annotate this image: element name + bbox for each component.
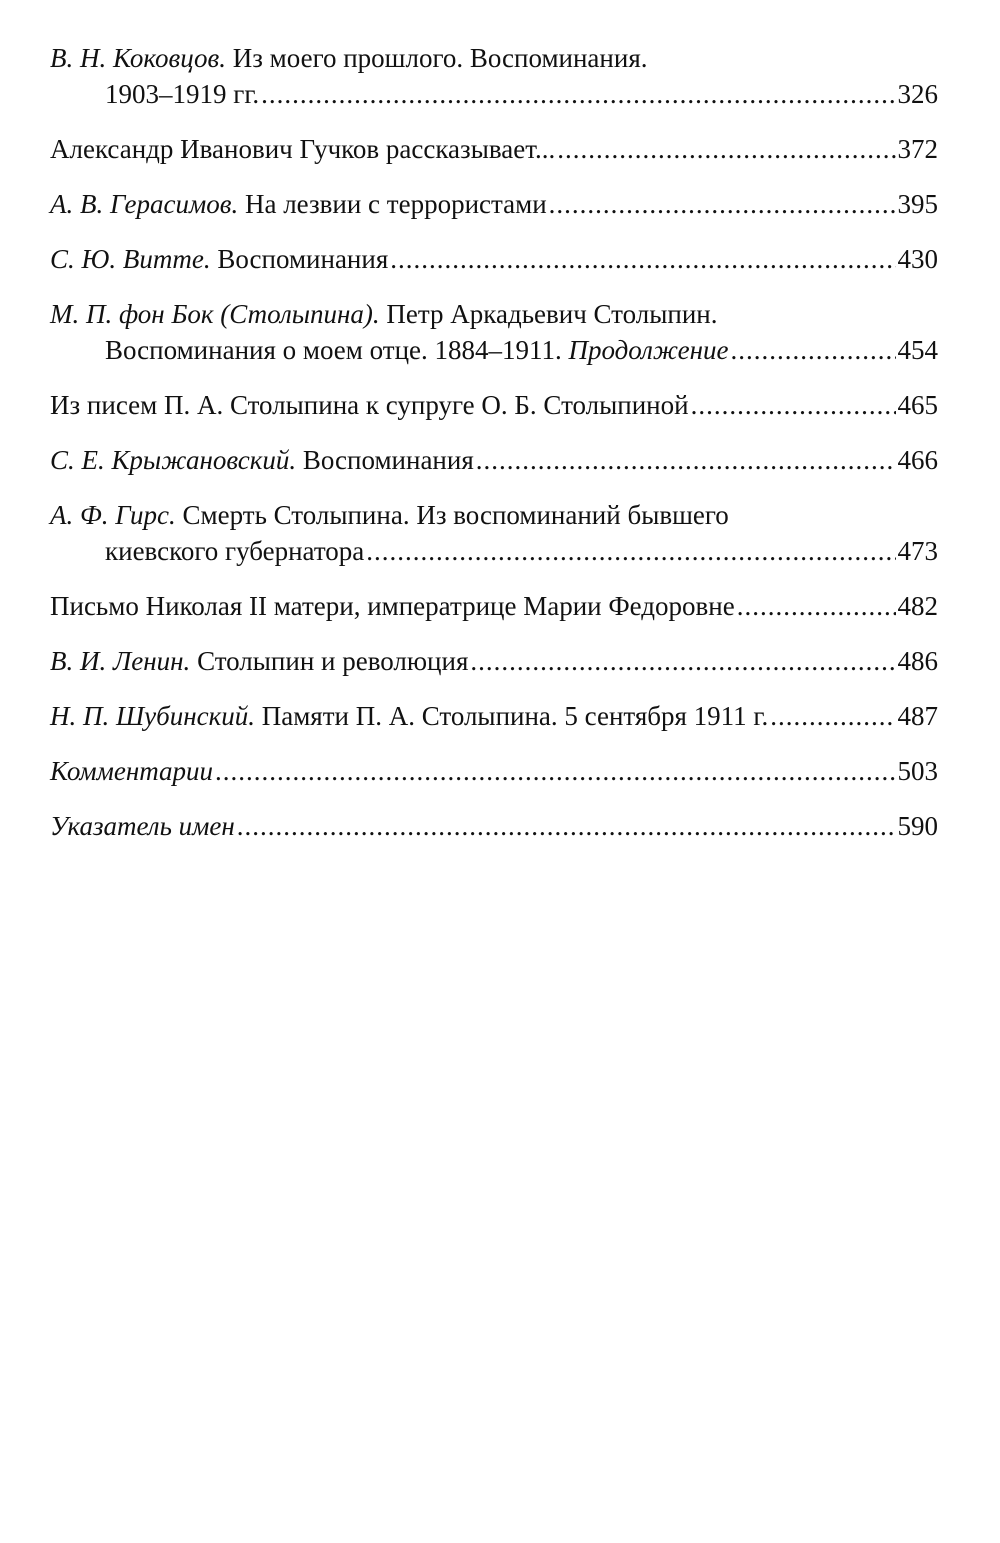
- toc-entry-page-number: 486: [897, 646, 938, 676]
- toc-entry-line: [50, 442, 938, 478]
- toc-entry-page-number: 503: [897, 756, 938, 786]
- toc-entry-text: [50, 643, 468, 679]
- toc-entry-author: В. Н. Коковцов.: [50, 43, 227, 73]
- toc-entry-text: [50, 186, 547, 222]
- toc-entry-title: Памяти П. А. Столыпина. 5 сентября 1911 г.: [261, 701, 769, 731]
- toc-entry-page-number: 454: [897, 335, 938, 365]
- toc-entry[interactable]: [50, 643, 938, 679]
- toc-entry-page-number: 487: [897, 701, 938, 731]
- toc-entry-line: [50, 241, 938, 277]
- toc-entry[interactable]: [50, 753, 938, 789]
- dot-leader: [770, 698, 895, 734]
- toc-entry-first-line: [50, 497, 938, 533]
- toc-entry-page-number: 465: [897, 390, 938, 420]
- toc-entry-page-number: 473: [897, 536, 938, 566]
- dot-leader: [691, 387, 896, 423]
- toc-entry-last-line: [50, 533, 938, 569]
- toc-entry-title-continued: 1903–1919 гг.: [105, 79, 260, 109]
- toc-entry[interactable]: [50, 40, 938, 112]
- toc-entry-text: [50, 808, 235, 844]
- toc-entry[interactable]: [50, 442, 938, 478]
- toc-entry-line: [50, 186, 938, 222]
- toc-entry-last-line: [50, 76, 938, 112]
- toc-entry[interactable]: [50, 296, 938, 368]
- toc-entry-title: Из моего прошлого. Воспоминания.: [232, 43, 648, 73]
- toc-entry-title: Смерть Столыпина. Из воспоминаний бывшего: [182, 500, 729, 530]
- toc-entry-page-number: 466: [897, 445, 938, 475]
- toc-entry-title: Столыпин и революция: [197, 646, 469, 676]
- toc-entry-line: [50, 387, 938, 423]
- dot-leader: [390, 241, 895, 277]
- dot-leader: [737, 588, 896, 624]
- dot-leader: [557, 131, 895, 167]
- toc-entry-author: С. Ю. Витте.: [50, 244, 211, 274]
- toc-entry-author: М. П. фон Бок (Столыпина).: [50, 299, 380, 329]
- toc-entry-author: А. В. Герасимов.: [50, 189, 239, 219]
- toc-entry-title: На лезвии с террористами: [244, 189, 547, 219]
- toc-entry-page-number: 482: [897, 591, 938, 621]
- toc-entry-line: [50, 588, 938, 624]
- toc-entry[interactable]: [50, 241, 938, 277]
- toc-entry-text: [50, 753, 213, 789]
- dot-leader: [470, 643, 895, 679]
- toc-entry-title: Воспоминания: [302, 445, 474, 475]
- toc-entry-page-number: 430: [897, 244, 938, 274]
- toc-entry-line: [50, 698, 938, 734]
- toc-entry-text: [50, 241, 388, 277]
- toc-entry-title: Указатель имен: [50, 811, 235, 841]
- toc-entry[interactable]: [50, 588, 938, 624]
- toc-entry-author: А. Ф. Гирс.: [50, 500, 176, 530]
- toc-entry-author: С. Е. Крыжановский.: [50, 445, 297, 475]
- toc-entry-text: Александр Иванович Гучков рассказывает...: [50, 134, 556, 164]
- toc-entry-line: [50, 753, 938, 789]
- toc-entry-first-line: [50, 296, 938, 332]
- toc-entry-title: Петр Аркадьевич Столыпин.: [386, 299, 718, 329]
- toc-entry[interactable]: [50, 698, 938, 734]
- dot-leader: [261, 76, 895, 112]
- toc-entry-page-number: 395: [897, 189, 938, 219]
- toc-entry-last-line: [50, 332, 938, 368]
- toc-entry-line: [50, 131, 938, 167]
- toc-entry-text: [50, 698, 768, 734]
- toc-entry-author: Н. П. Шубинский.: [50, 701, 255, 731]
- dot-leader: [476, 442, 896, 478]
- toc-entry[interactable]: [50, 497, 938, 569]
- toc-entry-line: [50, 643, 938, 679]
- table-of-contents: [50, 40, 938, 863]
- toc-entry-title-continued: киевского губернатора: [105, 536, 365, 566]
- toc-entry-text: [50, 442, 474, 478]
- toc-entry-author: В. И. Ленин.: [50, 646, 191, 676]
- dot-leader: [237, 808, 896, 844]
- toc-entry-text: Письмо Николая II матери, императрице Марии Федоровне: [50, 591, 735, 621]
- dot-leader: [215, 753, 895, 789]
- toc-entry-title: Комментарии: [50, 756, 214, 786]
- dot-leader: [731, 332, 896, 368]
- toc-entry-line: [50, 808, 938, 844]
- dot-leader: [549, 186, 896, 222]
- toc-entry-page-number: 590: [897, 811, 938, 841]
- toc-entry-page-number: 326: [897, 79, 938, 109]
- toc-entry-first-line: [50, 40, 938, 76]
- toc-entry-text: Из писем П. А. Столыпина к супруге О. Б. Столыпиной: [50, 390, 689, 420]
- toc-entry-title-continued: Воспоминания о моем отце. 1884–1911. Продолжение: [105, 335, 729, 365]
- toc-entry[interactable]: [50, 808, 938, 844]
- dot-leader: [366, 533, 895, 569]
- toc-entry-page-number: 372: [897, 134, 938, 164]
- toc-entry[interactable]: [50, 387, 938, 423]
- toc-entry[interactable]: [50, 186, 938, 222]
- toc-entry-title: Воспоминания: [217, 244, 389, 274]
- toc-entry[interactable]: [50, 131, 938, 167]
